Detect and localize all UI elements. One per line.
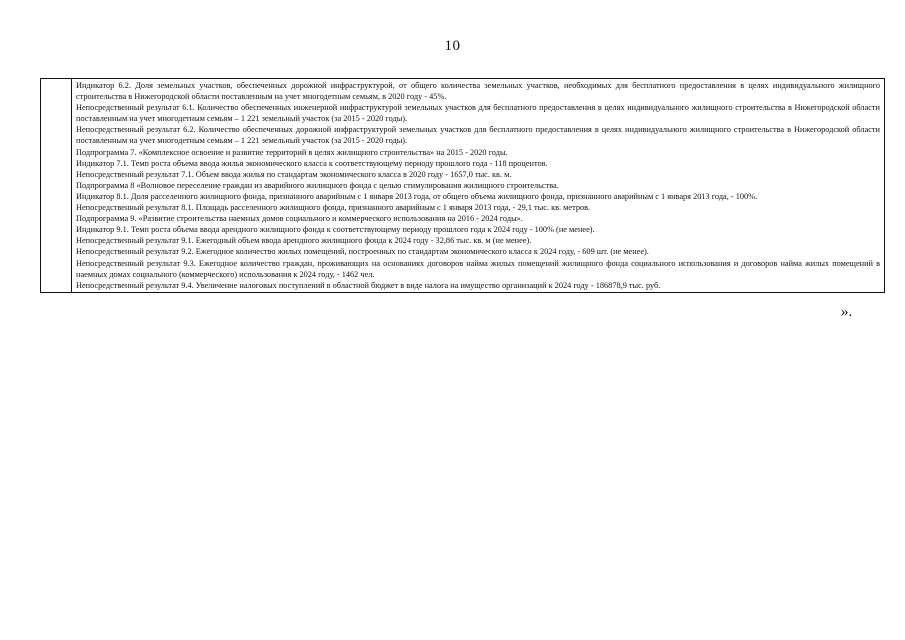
result-6-1: Непосредственный результат 6.1. Количество обеспеченных инженерной инфраструктурой земельных участков для бесплатного предоставления в целях индивидуального жилищного строительства в Нижегородской области поставленным на учет многодетным семьям – 1 221 земельный участок (за 2015 - 2020 годы). <box>76 103 880 124</box>
page-number: 10 <box>444 38 461 54</box>
result-6-2: Непосредственный результат 6.2. Количество обеспеченных дорожной инфраструктурой земельных участков для бесплатного предоставления в целях индивидуального жилищного строительства в Нижегородской области поставленным на учет многодетным семьям – 1 221 земельный участок (за 2015 - 2020 годы). <box>76 125 880 146</box>
table-row <box>41 79 885 293</box>
subprogram-8: Подпрограмма 8 «Волновое переселение граждан из аварийного жилищного фонда с целью стимулирования жилищного строительства. <box>76 180 559 190</box>
subprogram-7: Подпрограмма 7. «Комплексное освоение и развитие территорий в целях жилищного строительства» на 2015 - 2020 годы. <box>76 147 508 157</box>
empty-left-cell <box>41 79 72 293</box>
result-9-1: Непосредственный результат 9.1. Ежегодный объем ввода арендного жилищного фонда к 2024 году - 32,86 тыс. кв. м (не менее). <box>76 236 532 246</box>
subprogram-9: Подпрограмма 9. «Развитие строительства наемных домов социального и коммерческого использования на 2016 - 2024 годы». <box>76 214 523 224</box>
result-8-1: Непосредственный результат 8.1. Площадь расселенного жилищного фонда, признанного аварийным с 1 января 2013 года, - 29,1 тыс. кв. метров. <box>76 203 591 213</box>
results-table <box>40 78 885 293</box>
closing-quote: ». <box>841 304 853 320</box>
result-9-4: Непосредственный результат 9.4. Увеличение налоговых поступлений в областной бюджет в виде налога на имущество организаций к 2024 году - 186878,9 тыс. руб. <box>76 280 661 290</box>
result-7-1: Непосредственный результат 7.1. Объем ввода жилья по стандартам экономического класса в 2020 году - 1657,0 тыс. кв. м. <box>76 169 512 179</box>
indicator-9-1: Индикатор 9.1. Темп роста объема ввода арендного жилищного фонда к соответствующему периоду прошлого года к 2024 году - 100% (не менее). <box>76 225 595 235</box>
result-9-2: Непосредственный результат 9.2. Ежегодное количество жилых помещений, построенных по стандартам экономического класса к 2024 году, - 609 шт. (не менее). <box>76 247 649 257</box>
indicator-8-1: Индикатор 8.1. Доля расселенного жилищного фонда, признанного аварийным с 1 января 2013 года, от общего объема жилищного фонда, признанного аварийным с 1 января 2013 года, - 100%. <box>76 191 758 201</box>
indicator-6-2: Индикатор 6.2. Доля земельных участков, обеспеченных дорожной инфраструктурой, от общего количества земельных участков, необходимых для бесплатного предоставления в целях индивидуального жилищного строительства в Нижегородской области поставленным на учет многодетным семьям, в 2020 году - 45%. <box>76 81 880 102</box>
indicator-7-1: Индикатор 7.1. Темп роста объема ввода жилья экономического класса к соответствующему периоду прошлого года - 118 процентов. <box>76 158 548 168</box>
content-cell <box>72 79 885 293</box>
result-9-3: Непосредственный результат 9.3. Ежегодное количество граждан, проживающих на основаниях договоров найма жилых помещений жилищного фонда социального использования и договоров найма жилых помещений в наемных домах социального (коммерческого) использования к 2024 году, - 1462 чел. <box>76 258 880 279</box>
